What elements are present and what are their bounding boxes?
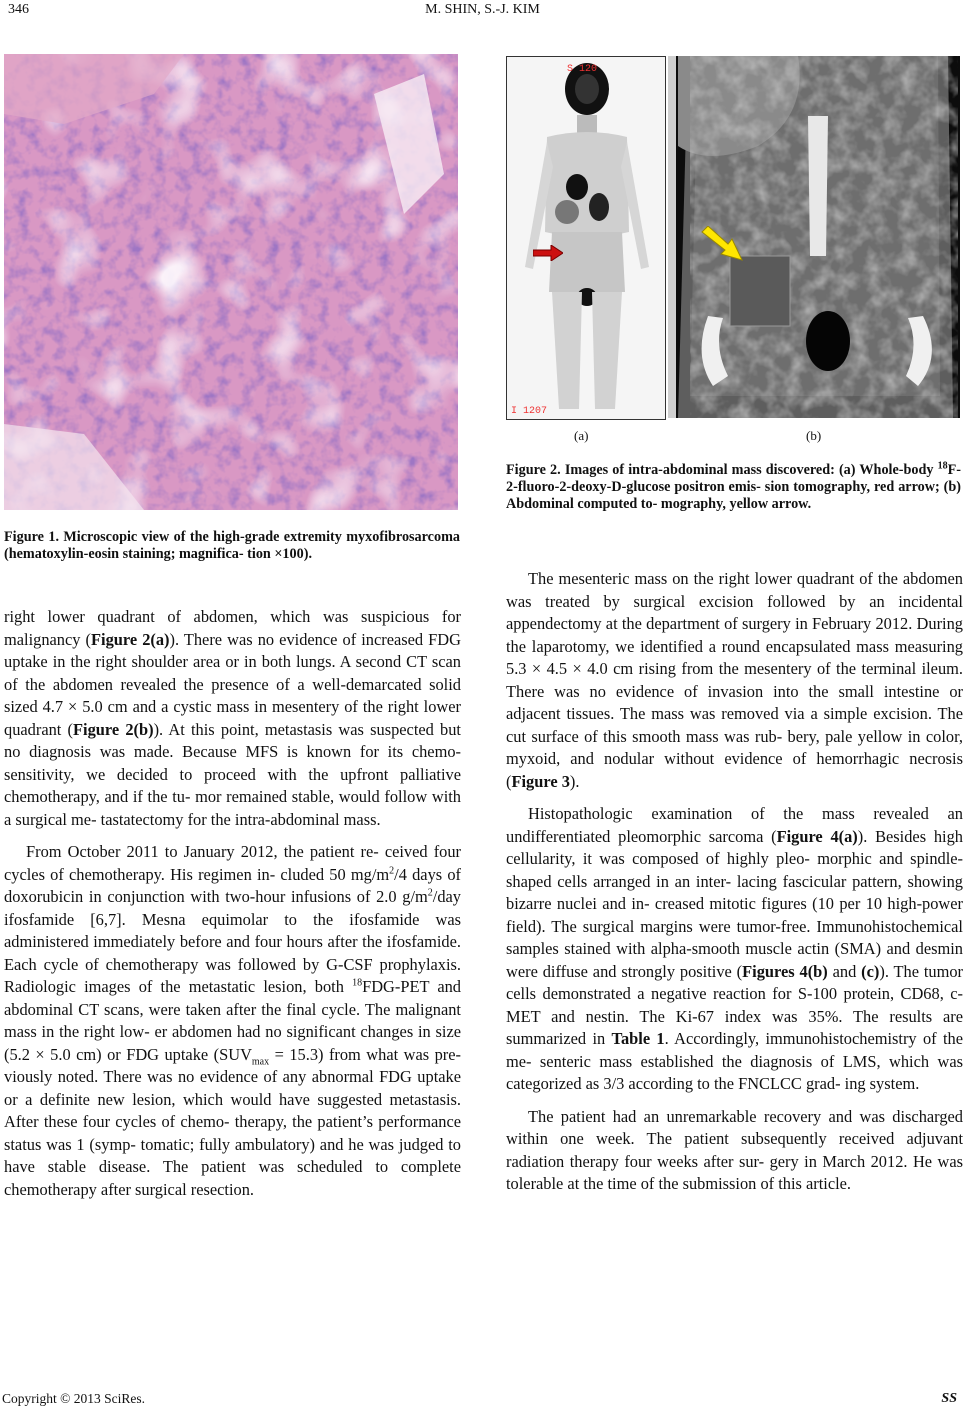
figure-1-micrograph: [4, 54, 458, 510]
red-arrow-icon: [533, 245, 563, 261]
page-number: 346: [8, 2, 29, 17]
paragraph: The patient had an unremarkable recovery and was discharged within one week. The patient subsequently received adjuvant radiation therapy four weeks after sur- gery in March 2012. He was tolerable at the time of the submission of this article.: [506, 1106, 963, 1193]
paragraph: From October 2011 to January 2012, the patient re- ceived four cycles of chemotherapy. His regimen in- cluded 50 $mg/m^2/4$ days of doxorubicin in conjunction with two-hour infusions of 2.0 $g/m^2$/day ifosfamide [6,7]. Mesna equimolar to the ifosfamide was administered immediately before and four hours after the ifosfamide. Each cycle of chemotherapy was followed by G-CSF prophylaxis. Radiologic images of the metastatic lesion, both $^{18}$FDG-PET and abdominal CT scans, were taken after the final cycle. The malignant mass in the right low- er abdomen had no significant changes in size (5.2 × 5.0 cm) or FDG uptake $(SUV_{max} = 15.3)$ from what was pre- viously noted. There was no evidence of any abnormal FDG uptake or a definite new lesion, which would have suggested metastasis. After these four cycles of chemo- therapy, the patient’s performance status was 1 (symp- tomatic; fully ambulatory) and he was judged to have stable disease. The patient was scheduled to complete chemotherapy after surgical resection.: [4, 842, 462, 1199]
histology-image: [4, 54, 458, 510]
figure-2a-sublabel: (a): [574, 428, 589, 443]
paragraph: right lower quadrant of abdomen, which was suspicious for malignancy (Figure 2(a)). There was no evidence of increased FDG uptake in the right shoulder area or in both lungs. A second CT scan of the abdomen revealed the presence of a well-demarcated solid sized 4.7 × 5.0 cm and a cystic mass in mesentery of the right lower quadrant (Figure 2(b)). At this point, metastasis was suspected but no diagnosis was made. Because MFS is known for its chemo-sensitivity, we decided to proceed with the upfront palliative chemotherapy, and if the tu- mor remained stable, would follow with a surgical me- tastatectomy for the intra-abdominal mass.: [4, 607, 461, 829]
figure-2a-pet-scan: [506, 56, 666, 420]
paragraph: Histopathologic examination of the mass revealed an undifferentiated pleomorphic sarcoma (Figure 4(a)). Besides high cellularity, it was composed of highly pleo- morphic and spindle-shaped cells arranged in an inter- lacing fascicular pattern, showing bizarre nuclei and in- creased mitotic figures (10 per 10 high-power field). The surgical margins were tumor-free. Immunohistochemical samples stained with alpha-smooth muscle actin (SMA) and desmin were diffuse and strongly positive (Figures 4(b) and (c)). The tumor cells demonstrated a negative reaction for S-100 protein, CD68, c-MET and nestin. The Ki-67 index was 35%. The results are summarized in Table 1. Accordingly, immunohistochemistry of the me- senteric mass established the diagnosis of LMS, which was categorized as 3/3 according to the FNCLCC grad- ing system.: [506, 804, 963, 1093]
footer-journal: SS: [941, 1391, 957, 1406]
left-column-text: [4, 606, 461, 1201]
pet-label-top: S 120: [567, 64, 598, 75]
yellow-arrow-icon: [700, 226, 744, 262]
figure-1-caption: Figure 1. Microscopic view of the high-grade extremity myxofibrosarcoma (hematoxylin-eosin staining; magnifica- tion ×100).: [4, 529, 460, 562]
figure-2b-ct-scan: [668, 56, 960, 418]
figure-2b-sublabel: (b): [806, 428, 822, 443]
right-column-text: [506, 568, 963, 1196]
running-header-authors: M. SHIN, S.-J. KIM: [425, 2, 540, 17]
pet-image: [507, 57, 665, 419]
pet-label-bottom: I 1207: [511, 406, 548, 417]
figure-2-caption: Figure 2. Images of intra-abdominal mass discovered: (a) Whole-body $^{18}$F-2-fluoro-2-deoxy-D-glucose positron emis- sion tomography, red arrow; (b) Abdominal computed to- mography, yellow arrow.: [506, 460, 961, 512]
footer-copyright: Copyright © 2013 SciRes.: [2, 1391, 146, 1406]
paragraph: The mesenteric mass on the right lower quadrant of the abdomen was treated by surgical excision followed by an incidental appendectomy at the department of surgery in February 2012. During the laparotomy, we identified a round encapsulated mass measuring 5.3 × 4.5 × 4.0 cm rising from the mesentery of the terminal ileum. There was no evidence of invasion into the small intestine or adjacent tissues. The mass was removed via a simple excision. The cut surface of this smooth mass was rub- bery, pale yellow in color, myxoid, and nodular without evidence of hemorrhagic necrosis (Figure 3).: [506, 569, 963, 791]
